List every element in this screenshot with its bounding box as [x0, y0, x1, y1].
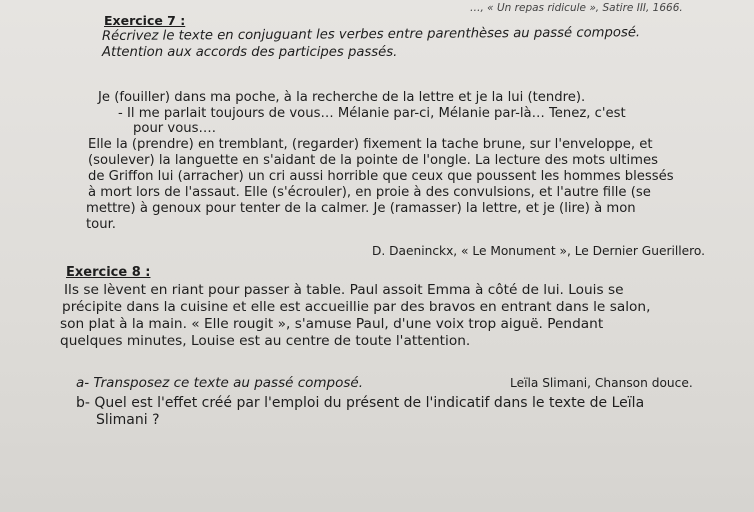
exercise7-text-line: tour. [86, 217, 116, 232]
exercise7-instruction: Récrivez le texte en conjuguant les verbes entre parenthèses au passé composé. [101, 25, 641, 44]
exercise7-text-line: mettre) à genoux pour tenter de la calmer. Je (ramasser) la lettre, et je (lire) à mon [86, 201, 636, 216]
exercise8-title: Exercice 8 : [66, 265, 151, 280]
exercise8-text-line: précipite dans la cuisine et elle est accueillie par des bravos en entrant dans le salon, [62, 299, 651, 315]
exercise8-text-line: Ils se lèvent en riant pour passer à table. Paul assoit Emma à côté de lui. Louis se [64, 282, 624, 298]
exercise7-text-line: - Il me parlait toujours de vous… Mélanie par-ci, Mélanie par-là… Tenez, c'est [118, 106, 626, 121]
exercise7-text-line: à mort lors de l'assaut. Elle (s'écrouler), en proie à des convulsions, et l'autre fille (se [88, 185, 651, 200]
exercise8-source: Leïla Slimani, Chanson douce. [510, 376, 693, 390]
header-fragment: …, « Un repas ridicule », Satire III, 1666. [470, 2, 683, 14]
exercise8-text-line: son plat à la main. « Elle rougit », s'amuse Paul, d'une voix trop aiguë. Pendant [60, 316, 604, 332]
exercise7-instruction: Attention aux accords des participes passés. [102, 45, 398, 60]
exercise7-text-line: (soulever) la languette en s'aidant de la pointe de l'ongle. La lecture des mots ultimes [88, 153, 658, 168]
exercise8-question: b- Quel est l'effet créé par l'emploi du présent de l'indicatif dans le texte de Leïla [76, 395, 645, 411]
exercise7-text-line: pour vous…. [133, 121, 216, 136]
exercise8-text-line: quelques minutes, Louise est au centre de toute l'attention. [60, 333, 471, 349]
exercise7-text-line: Elle la (prendre) en tremblant, (regarder) fixement la tache brune, sur l'enveloppe, et [88, 137, 653, 152]
exercise7-text-line: Je (fouiller) dans ma poche, à la recherche de la lettre et je la lui (tendre). [98, 90, 586, 105]
exercise7-source: D. Daeninckx, « Le Monument », Le Dernier Guerillero. [372, 244, 706, 258]
exercise8-question: a- Transposez ce texte au passé composé. [76, 375, 364, 391]
exercise7-text-line: de Griffon lui (arracher) un cri aussi horrible que ceux que poussent les hommes blessés [88, 169, 674, 184]
exercise8-question: Slimani ? [96, 412, 160, 428]
exercise7-title: Exercice 7 : [104, 13, 186, 28]
